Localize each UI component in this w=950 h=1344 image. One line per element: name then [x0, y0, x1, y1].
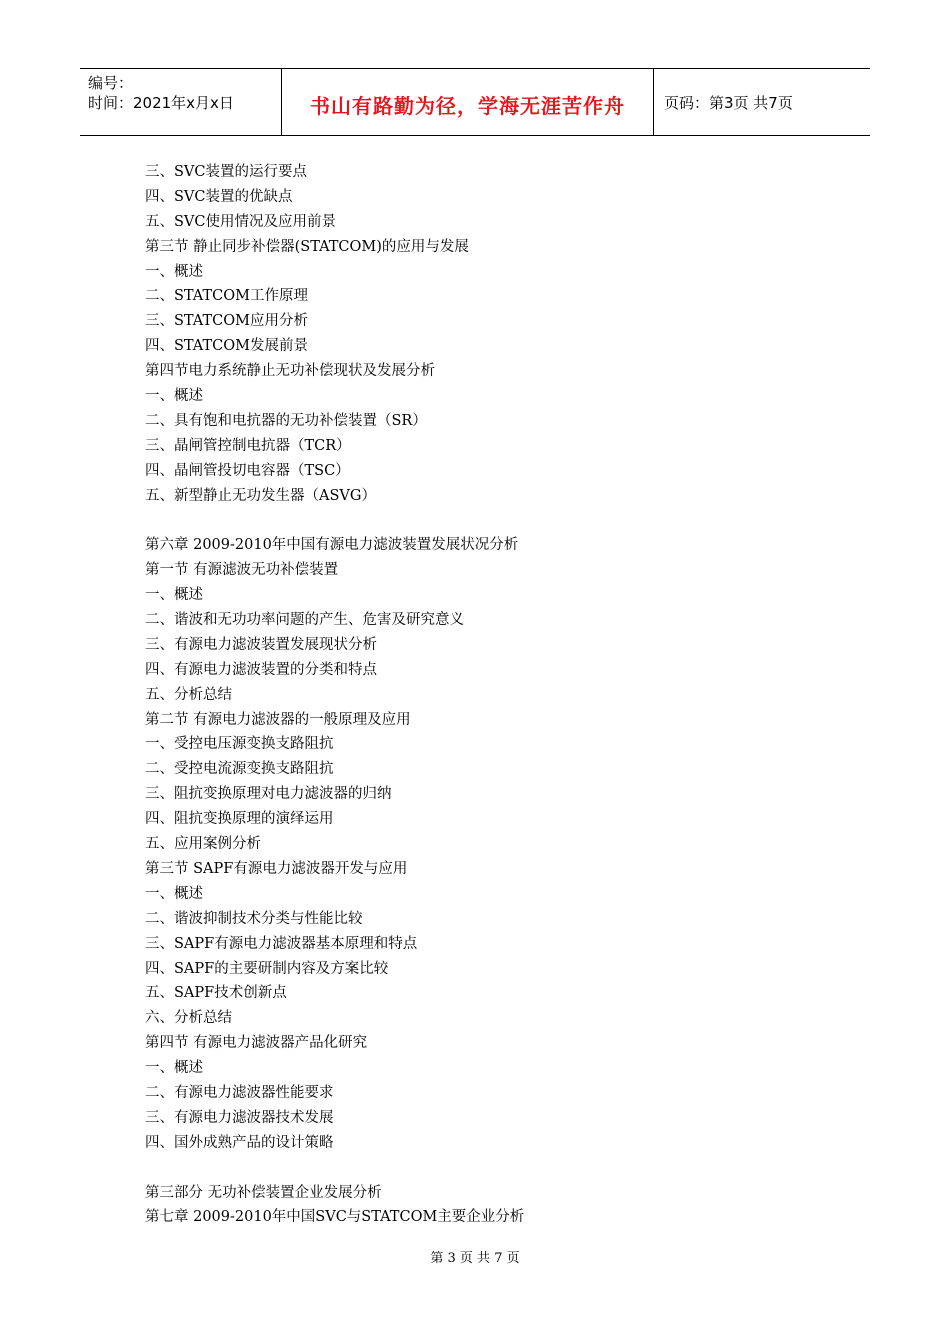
toc-line: 四、有源电力滤波装置的分类和特点: [145, 661, 377, 678]
toc-line: 四、SAPF的主要研制内容及方案比较: [145, 960, 389, 977]
toc-line: 五、应用案例分析: [145, 836, 261, 853]
toc-line: 三、阻抗变换原理对电力滤波器的归纳: [145, 786, 392, 803]
toc-line: 二、具有饱和电抗器的无功补偿装置（SR）: [145, 412, 427, 429]
toc-line: 二、受控电流源变换支路阻抗: [145, 761, 334, 778]
toc-line: 一、概述: [145, 263, 203, 280]
toc-line: 二、谐波抑制技术分类与性能比较: [145, 910, 363, 927]
toc-line: 四、晶闸管投切电容器（TSC）: [145, 462, 350, 479]
page-footer: 第 3 页 共 7 页: [430, 1251, 520, 1266]
table-of-contents: [145, 160, 845, 1230]
toc-line: 第六章 2009-2010年中国有源电力滤波装置发展状况分析: [145, 537, 519, 554]
toc-line: 第三节 静止同步补偿器(STATCOM)的应用与发展: [145, 238, 469, 255]
toc-line: 五、SVC使用情况及应用前景: [145, 213, 336, 230]
toc-line: 一、受控电压源变换支路阻抗: [145, 736, 334, 753]
toc-line: 三、SAPF有源电力滤波器基本原理和特点: [145, 935, 418, 952]
toc-line: 三、STATCOM应用分析: [145, 313, 308, 330]
toc-line: 一、概述: [145, 388, 203, 405]
header-motto: 书山有路勤为径，学海无涯苦作舟: [282, 69, 654, 135]
toc-line: 三、晶闸管控制电抗器（TCR）: [145, 437, 351, 454]
code-label: 编号：: [88, 74, 134, 92]
toc-line: 一、概述: [145, 587, 203, 604]
toc-line: 三、有源电力滤波装置发展现状分析: [145, 636, 377, 653]
toc-line: 五、新型静止无功发生器（ASVG）: [145, 487, 376, 504]
toc-line: 第七章 2009-2010年中国SVC与STATCOM主要企业分析: [145, 1209, 525, 1226]
toc-line: 二、谐波和无功功率问题的产生、危害及研究意义: [145, 612, 464, 629]
toc-line: 四、STATCOM发展前景: [145, 338, 308, 355]
toc-line: 一、概述: [145, 1060, 203, 1077]
header-info-cell: [80, 69, 282, 135]
toc-line: 第三节 SAPF有源电力滤波器开发与应用: [145, 860, 408, 877]
toc-line: 五、分析总结: [145, 686, 232, 703]
toc-line: 第一节 有源滤波无功补偿装置: [145, 562, 339, 579]
toc-line: 第三部分 无功补偿装置企业发展分析: [145, 1184, 382, 1201]
blank-line: [145, 508, 845, 533]
toc-line: 四、SVC装置的优缺点: [145, 188, 293, 205]
toc-line: 第四节电力系统静止无功补偿现状及发展分析: [145, 363, 435, 380]
toc-line: 第四节 有源电力滤波器产品化研究: [145, 1035, 368, 1052]
toc-line: 四、阻抗变换原理的演绎运用: [145, 811, 334, 828]
toc-line: 四、国外成熟产品的设计策略: [145, 1134, 334, 1151]
toc-line: 三、SVC装置的运行要点: [145, 164, 307, 180]
toc-line: 五、SAPF技术创新点: [145, 985, 287, 1002]
toc-line: 六、分析总结: [145, 1010, 232, 1027]
blank-line: [145, 1156, 845, 1181]
toc-line: 三、有源电力滤波器技术发展: [145, 1109, 334, 1126]
toc-line: 二、有源电力滤波器性能要求: [145, 1084, 334, 1101]
toc-line: 第二节 有源电力滤波器的一般原理及应用: [145, 711, 411, 728]
header-page-label: 页码：第3页 共7页: [664, 93, 793, 112]
page-header: [80, 68, 870, 136]
time-label: 时间：2021年x月x日: [88, 94, 234, 112]
toc-line: 二、STATCOM工作原理: [145, 288, 308, 305]
toc-line: 一、概述: [145, 885, 203, 902]
